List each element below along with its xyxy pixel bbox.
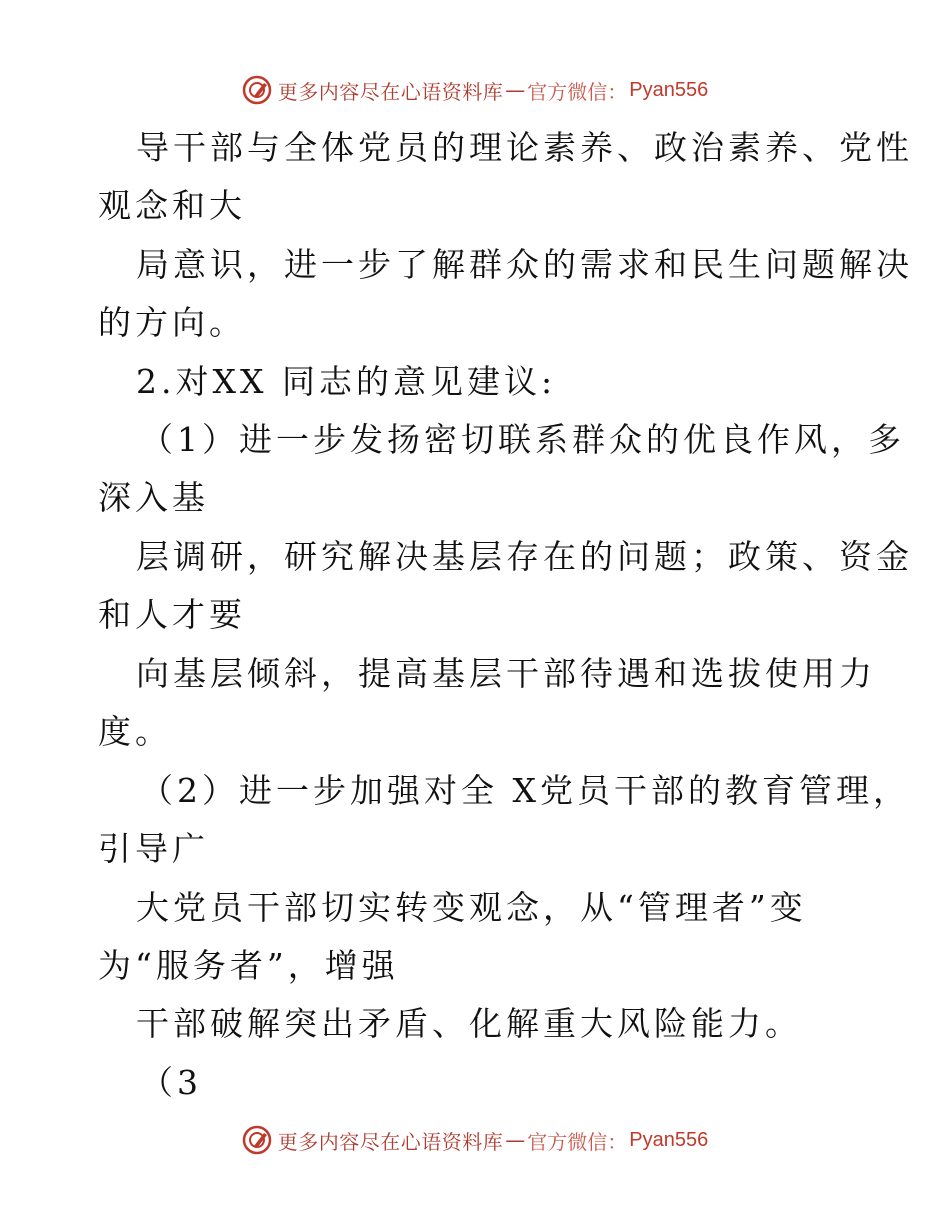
body-line: 2.对XX 同志的意见建议: [136,362,557,401]
body-line: 导干部与全体党员的理论素养、政治素养、党性 [136,128,913,167]
body-line: 向基层倾斜，提高基层干部待遇和选拔使用力 [136,654,876,693]
body-line: （1）进一步发扬密切联系群众的优良作风，多 [140,420,905,459]
body-line: 大党员干部切实转变观念，从“管理者”变 [136,888,807,927]
watermark-dash: — [505,78,526,102]
watermark-wechat-id: Pyan556 [629,78,709,101]
body-line: 干部破解突出矛盾、化解重大风险能力。 [136,1004,802,1043]
watermark-dash: — [505,1128,526,1152]
body-line: （2）进一步加强对全 X党员干部的教育管理， [140,771,910,810]
body-line: 为“服务者”，增强 [98,946,399,985]
body-line: 度。 [98,712,172,751]
body-line: 和人才要 [98,595,246,634]
watermark-official-label: 官方微信： [527,1129,628,1154]
watermark-official-label: 官方微信： [527,79,628,104]
body-line: 引导广 [98,829,209,868]
header-watermark [0,70,950,110]
watermark-wechat-id: Pyan556 [629,1128,709,1151]
body-line: （3 [140,1063,202,1102]
body-line: 观念和大 [98,186,246,225]
watermark-site-text: 更多内容尽在心语资料库 [277,1129,504,1154]
watermark-site-text: 更多内容尽在心语资料库 [277,79,504,104]
body-line: 层调研，研究解决基层存在的问题；政策、资金 [136,537,913,576]
pen-logo-icon [242,1125,272,1155]
pen-logo-icon [242,75,272,105]
body-line: 局意识，进一步了解群众的需求和民生问题解决 [136,245,913,284]
body-line: 的方向。 [98,303,246,342]
footer-watermark [0,1120,950,1160]
body-line: 深入基 [98,478,209,517]
